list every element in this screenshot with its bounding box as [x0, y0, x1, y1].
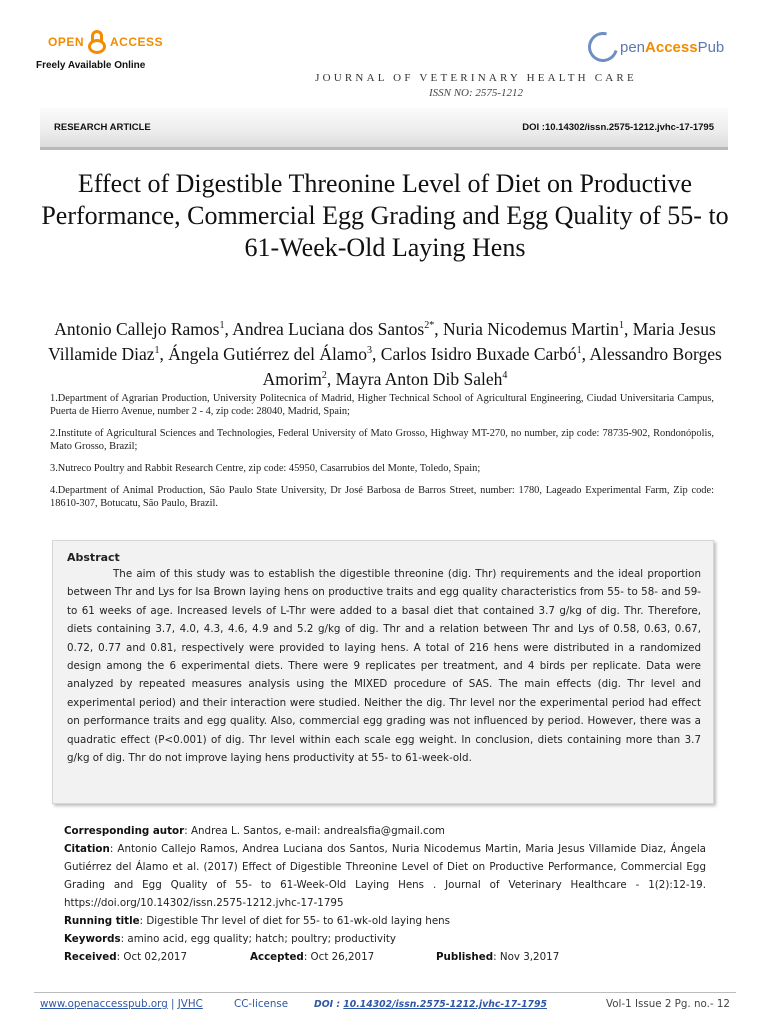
published-date: Published: Nov 3,2017: [436, 951, 560, 963]
freely-available-label: Freely Available Online: [36, 60, 146, 71]
author-name: Nuria Nicodemus Martin: [443, 318, 619, 339]
accepted-date: Accepted: Oct 26,2017: [250, 951, 375, 963]
abstract-heading: Abstract: [67, 551, 120, 564]
author-list: Antonio Callejo Ramos$^1$, Andrea Luciana dos Santos$^{2*}$, Nuria Nicodemus Martin$^1$, Maria Jesus Villamide Diaz$^1$, Ángela Gutiérrez del Álamo$^3$, Carlos Isidro Buxade Carbó$^1$, Alessandro Borges Amorim$^2$, Mayra Anton Dib Saleh$^4$: [48, 318, 722, 389]
site-link[interactable]: www.openaccesspub.org: [40, 998, 168, 1010]
publisher-left: pen: [620, 38, 646, 56]
author-name: Andrea Luciana dos Santos: [232, 318, 425, 339]
publisher-mid: Access: [645, 38, 698, 56]
article-metadata: [64, 822, 706, 966]
footer-rule: [34, 992, 736, 993]
page-number: Vol-1 Issue 2 Pg. no.- 12: [606, 998, 730, 1010]
citation: Citation: Antonio Callejo Ramos, Andrea Luciana dos Santos, Nuria Nicodemus Martin, Maria Jesus Villamide Diaz, Ángela Gutiérrez del Álamo et al. (2017) Effect of Digestible Threonine Level of Diet on Productive Performance, Commercial Egg Grading and Egg Quality of 55- to 61-Week-Old Laying Hens . Journal of Veterinary Healthcare - 1(2):12-19. https://doi.org/10.14302/issn.2575-1212.jvhc-17-1795: [64, 843, 706, 909]
author-affiliation-mark: 2*: [424, 320, 435, 331]
author-affiliation-mark: 3: [367, 344, 373, 356]
abstract-box: [52, 540, 714, 804]
author-affiliation-mark: 1: [618, 320, 624, 331]
openaccesspub-logo: [588, 30, 728, 64]
journal-link[interactable]: JVHC: [177, 998, 203, 1010]
dates: [64, 948, 706, 966]
footer-doi[interactable]: DOI : 10.14302/issn.2575-1212.jvhc-17-1795: [314, 999, 547, 1010]
footer-links: www.openaccesspub.org | JVHC: [40, 998, 203, 1010]
author-affiliation-mark: 1: [219, 320, 225, 331]
open-access-right: ACCESS: [110, 35, 164, 49]
lock-icon: [88, 30, 106, 54]
affiliation-4: 4.Department of Animal Production, São Paulo State University, Dr José Barbosa de Barros Street, number: 1780, Lageado Experimental Farm, Zip code: 18610-307, Botucatu, São Paulo, Brazil.: [50, 485, 714, 509]
affiliation-3: 3.Nutreco Poultry and Rabbit Research Centre, zip code: 45950, Casarrubios del Monte, Toledo, Spain;: [50, 463, 481, 474]
paper-title: Effect of Digestible Threonine Level of Diet on Productive Performance, Commercial Egg Grading and Egg Quality of 55- to 61-Week-Old Laying Hens: [41, 169, 729, 262]
author-name: Carlos Isidro Buxade Carbó: [380, 343, 577, 364]
corresponding-author: Corresponding autor: Andrea L. Santos, e-mail: andrealsfia@gmail.com: [64, 825, 445, 837]
license-link[interactable]: CC-license: [234, 998, 289, 1010]
author-name: Alessandro Borges Amorim: [262, 343, 722, 389]
author-affiliation-mark: 1: [154, 344, 160, 356]
article-type: RESEARCH ARTICLE: [54, 122, 151, 133]
abstract-text: The aim of this study was to establish the digestible threonine (dig. Thr) requirements and the ideal proportion between Thr and Lys for Isa Brown laying hens on productive traits and egg quality characteristics from 55- to 58- and 59- to 61 weeks of age. Increased levels of L-Thr were added to a basal diet that contained 3.7 g/kg of dig. Thr. Therefore, diets containing 3.7, 4.0, 4.3, 4.6, 4.9 and 5.2 g/kg of dig. Thr and a relation between Thr and Lys of 0.58, 0.63, 0.67, 0.72, 0.77 and 0.81, respectively were provided to laying hens. A total of 216 hens were distributed in a randomized design among the 6 experimental diets. There were 9 replicates per treatment, and 4 birds per replicate. Data were analyzed by repeated measures analysis using the MIXED procedure of SAS. The main effects (dig. Thr level and experimental period) and their interaction were studied. Neither the dig. Thr level nor the experimental period had effect on performance traits and egg quality. Also, commercial egg grading was not influenced by period. However, there was a quadratic effect (P<0.001) of dig. Thr level within each scale egg weight. In conclusion, diets containing more than 3.7 g/kg of dig. Thr do not improve laying hens productivity at 55- to 61-week-old.: [67, 568, 701, 765]
author-name: Mayra Anton Dib Saleh: [335, 368, 503, 389]
journal-title: JOURNAL OF VETERINARY HEALTH CARE: [315, 72, 637, 84]
open-access-logo: [48, 30, 163, 54]
author-name: Maria Jesus Villamide Diaz: [48, 318, 716, 364]
header-doi: DOI :10.14302/issn.2575-1212.jvhc-17-1795: [522, 122, 714, 133]
author-affiliation-mark: 1: [576, 344, 582, 356]
author-affiliation-mark: 4: [502, 369, 508, 381]
running-title: Running title: Digestible Thr level of diet for 55- to 61-wk-old laying hens: [64, 915, 451, 927]
received-date: Received: Oct 02,2017: [64, 951, 188, 963]
affiliations: [50, 392, 714, 519]
affiliation-2: 2.Institute of Agricultural Sciences and Technologies, Federal University of Mato Grosso, Highway MT-270, no number, zip code: 78735-902, Rondonópolis, Mato Grosso, Brazil;: [50, 428, 714, 452]
affiliation-1: 1.Department of Agrarian Production, University Politecnica of Madrid, Higher Technical School of Agricultural Engineering, Ciudad Universitaria Campus, Puerta de Hierro Avenue, number 2 - 4, zip code: 28040, Madrid, Spain;: [50, 393, 714, 417]
open-access-left: OPEN: [48, 35, 85, 49]
issn: ISSN NO: 2575-1212: [428, 87, 524, 99]
publisher-right: Pub: [697, 38, 725, 56]
author-name: Ángela Gutiérrez del Álamo: [168, 343, 368, 364]
author-affiliation-mark: 2: [321, 369, 327, 381]
author-name: Antonio Callejo Ramos: [54, 318, 220, 339]
journal-header: [226, 68, 726, 108]
keywords: Keywords: amino acid, egg quality; hatch; poultry; productivity: [64, 933, 396, 945]
swirl-icon: [583, 27, 624, 68]
